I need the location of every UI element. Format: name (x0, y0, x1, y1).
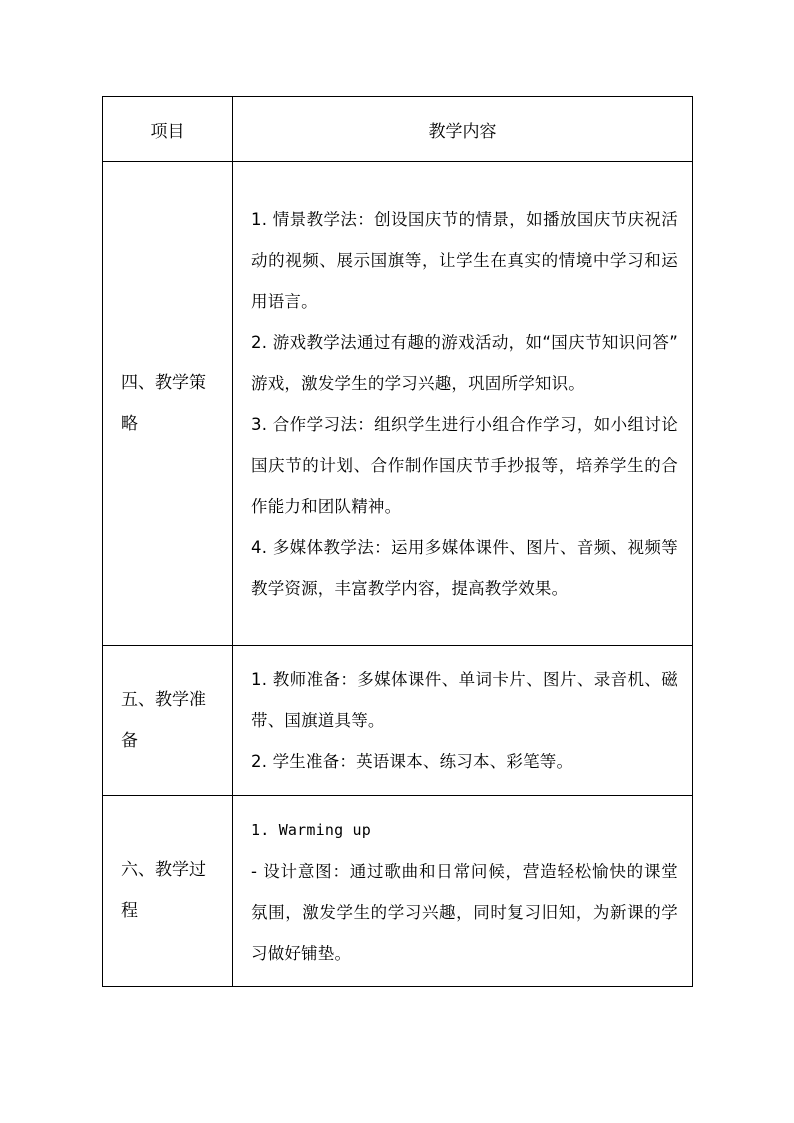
process-paragraph-2: - 设计意图：通过歌曲和日常问候，营造轻松愉快的课堂氛围，激发学生的学习兴趣，同时复习旧知，为新课的学习做好铺垫。 (251, 862, 678, 963)
table-row-teaching-strategy (103, 162, 693, 646)
preparation-paragraph-2: 2. 学生准备：英语课本、练习本、彩笔等。 (251, 752, 574, 771)
header-item: 项目 (103, 97, 233, 162)
preparation-paragraph-1: 1. 教师准备：多媒体课件、单词卡片、图片、录音机、磁带、国旗道具等。 (251, 670, 678, 730)
row-content-teaching-strategy (233, 162, 693, 646)
table-row-teaching-process (103, 796, 693, 987)
row-label-teaching-strategy: 四、教学策略 (103, 162, 233, 646)
header-content: 教学内容 (233, 97, 693, 162)
process-paragraph-1: 1. Warming up (251, 821, 371, 839)
row-label-teaching-preparation: 五、教学准备 (103, 646, 233, 796)
strategy-paragraph-3: 3. 合作学习法：组织学生进行小组合作学习，如小组讨论国庆节的计划、合作制作国庆节手抄报等，培养学生的合作能力和团队精神。 (251, 414, 678, 516)
strategy-paragraph-2: 2. 游戏教学法通过有趣的游戏活动，如“国庆节知识问答” 游戏，激发学生的学习兴趣，巩固所学知识。 (251, 332, 678, 393)
strategy-paragraph-4: 4. 多媒体教学法：运用多媒体课件、图片、音频、视频等教学资源，丰富教学内容，提高教学效果。 (251, 537, 678, 598)
lesson-plan-table (102, 96, 693, 987)
row-content-teaching-process (233, 796, 693, 987)
table-row-teaching-preparation (103, 646, 693, 796)
strategy-paragraph-1: 1. 情景教学法：创设国庆节的情景，如播放国庆节庆祝活动的视频、展示国旗等，让学生在真实的情境中学习和运用语言。 (251, 209, 678, 311)
row-label-teaching-process: 六、教学过程 (103, 796, 233, 987)
row-content-teaching-preparation (233, 646, 693, 796)
table-header-row (103, 97, 693, 162)
